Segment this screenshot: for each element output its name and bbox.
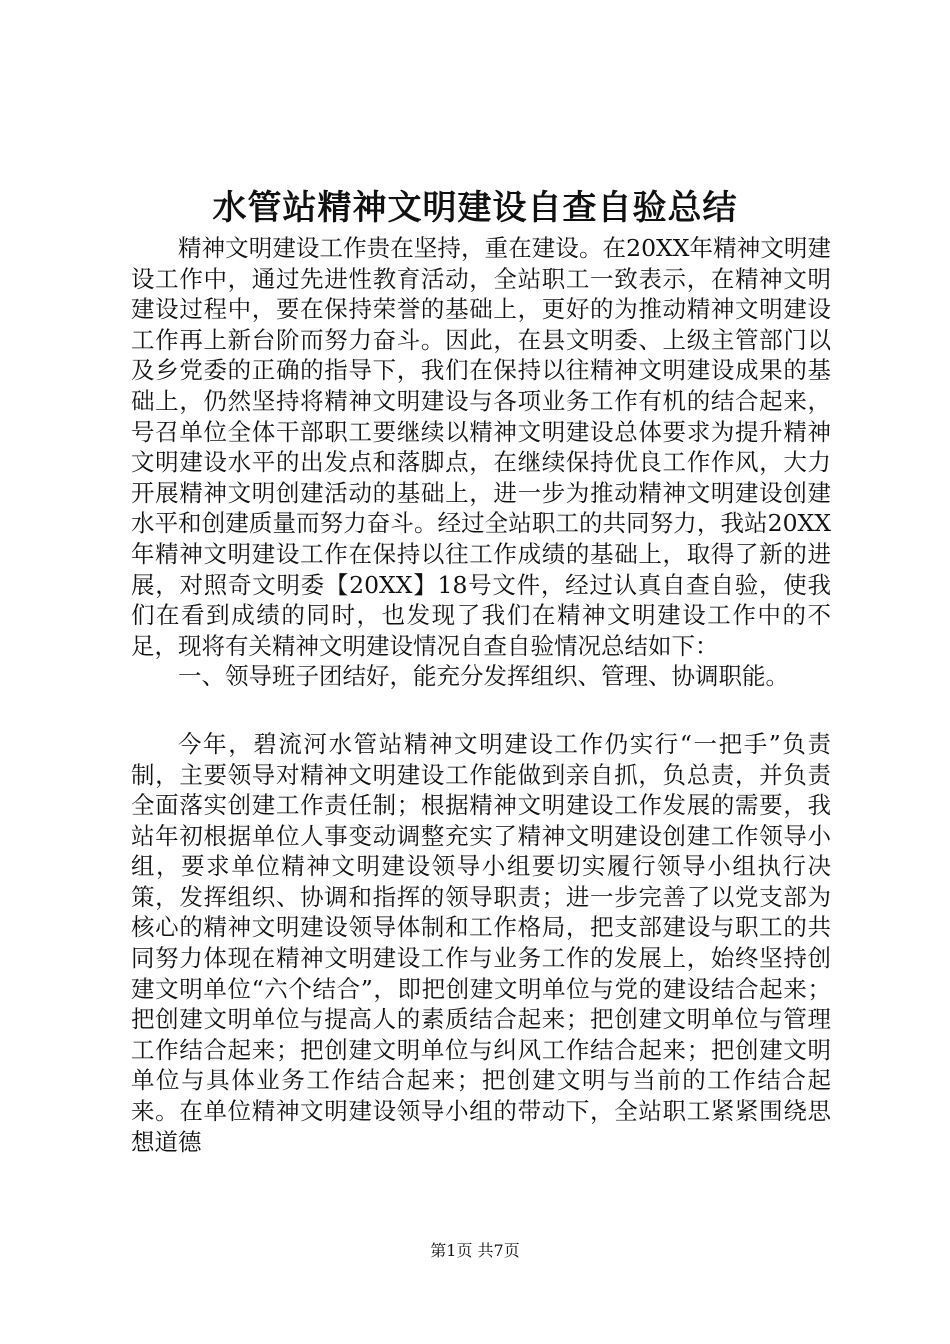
paragraph-spacer bbox=[131, 692, 831, 729]
section-heading-1: 一、领导班子团结好，能充分发挥组织、管理、协调职能。 bbox=[178, 662, 789, 691]
document-title: 水管站精神文明建设自查自验总结 bbox=[212, 188, 738, 228]
paragraph-section-1: 今年，碧流河水管站精神文明建设工作仍实行“一把手”负责制，主要领导对精神文明建设工作能做到亲自抓，负总责，并负责全面落实创建工作责任制；根据精神文明建设工作发展的需要，我站年初根据单位人事变动调整充实了精神文明建设创建工作领导小组，要求单位精神文明建设领导小组要切实履行领导小组执行决策，发挥组织、协调和指挥的领导职责；进一步完善了以党支部为核心的精神文明建设领导体制和工作格局，把支部建设与职工的共同努力体现在精神文明建设工作与业务工作的发展上，始终坚持创建文明单位“六个结合”，即把创建文明单位与党的建设结合起来；把创建文明单位与提高人的素质结合起来；把创建文明单位与管理工作结合起来；把创建文明单位与纠风工作结合起来；把创建文明单位与具体业务工作结合起来；把创建文明与当前的工作结合起来。在单位精神文明建设领导小组的带动下，全站职工紧紧围绕思想道德 bbox=[131, 729, 831, 1156]
document-body bbox=[131, 233, 831, 1157]
page-number-footer: 第1页 共7页 bbox=[430, 1241, 520, 1260]
paragraph-intro: 精神文明建设工作贵在坚持，重在建设。在20XX年精神文明建设工作中，通过先进性教育活动，全站职工一致表示，在精神文明建设过程中，要在保持荣誉的基础上，更好的为推动精神文明建设工作再上新台阶而努力奋斗。因此，在县文明委、上级主管部门以及乡党委的正确的指导下，我们在保持以往精神文明建设成果的基础上，仍然坚持将精神文明建设与各项业务工作有机的结合起来，号召单位全体干部职工要继续以精神文明建设总体要求为提升精神文明建设水平的出发点和落脚点，在继续保持优良工作作风，大力开展精神文明创建活动的基础上，进一步为推动精神文明建设创建水平和创建质量而努力奋斗。经过全站职工的共同努力，我站20XX年精神文明建设工作在保持以往工作成绩的基础上，取得了新的进展，对照奇文明委【20XX】18号文件，经过认真自查自验，使我们在看到成绩的同时，也发现了我们在精神文明建设工作中的不足，现将有关精神文明建设情况自查自验情况总结如下： bbox=[131, 234, 831, 660]
